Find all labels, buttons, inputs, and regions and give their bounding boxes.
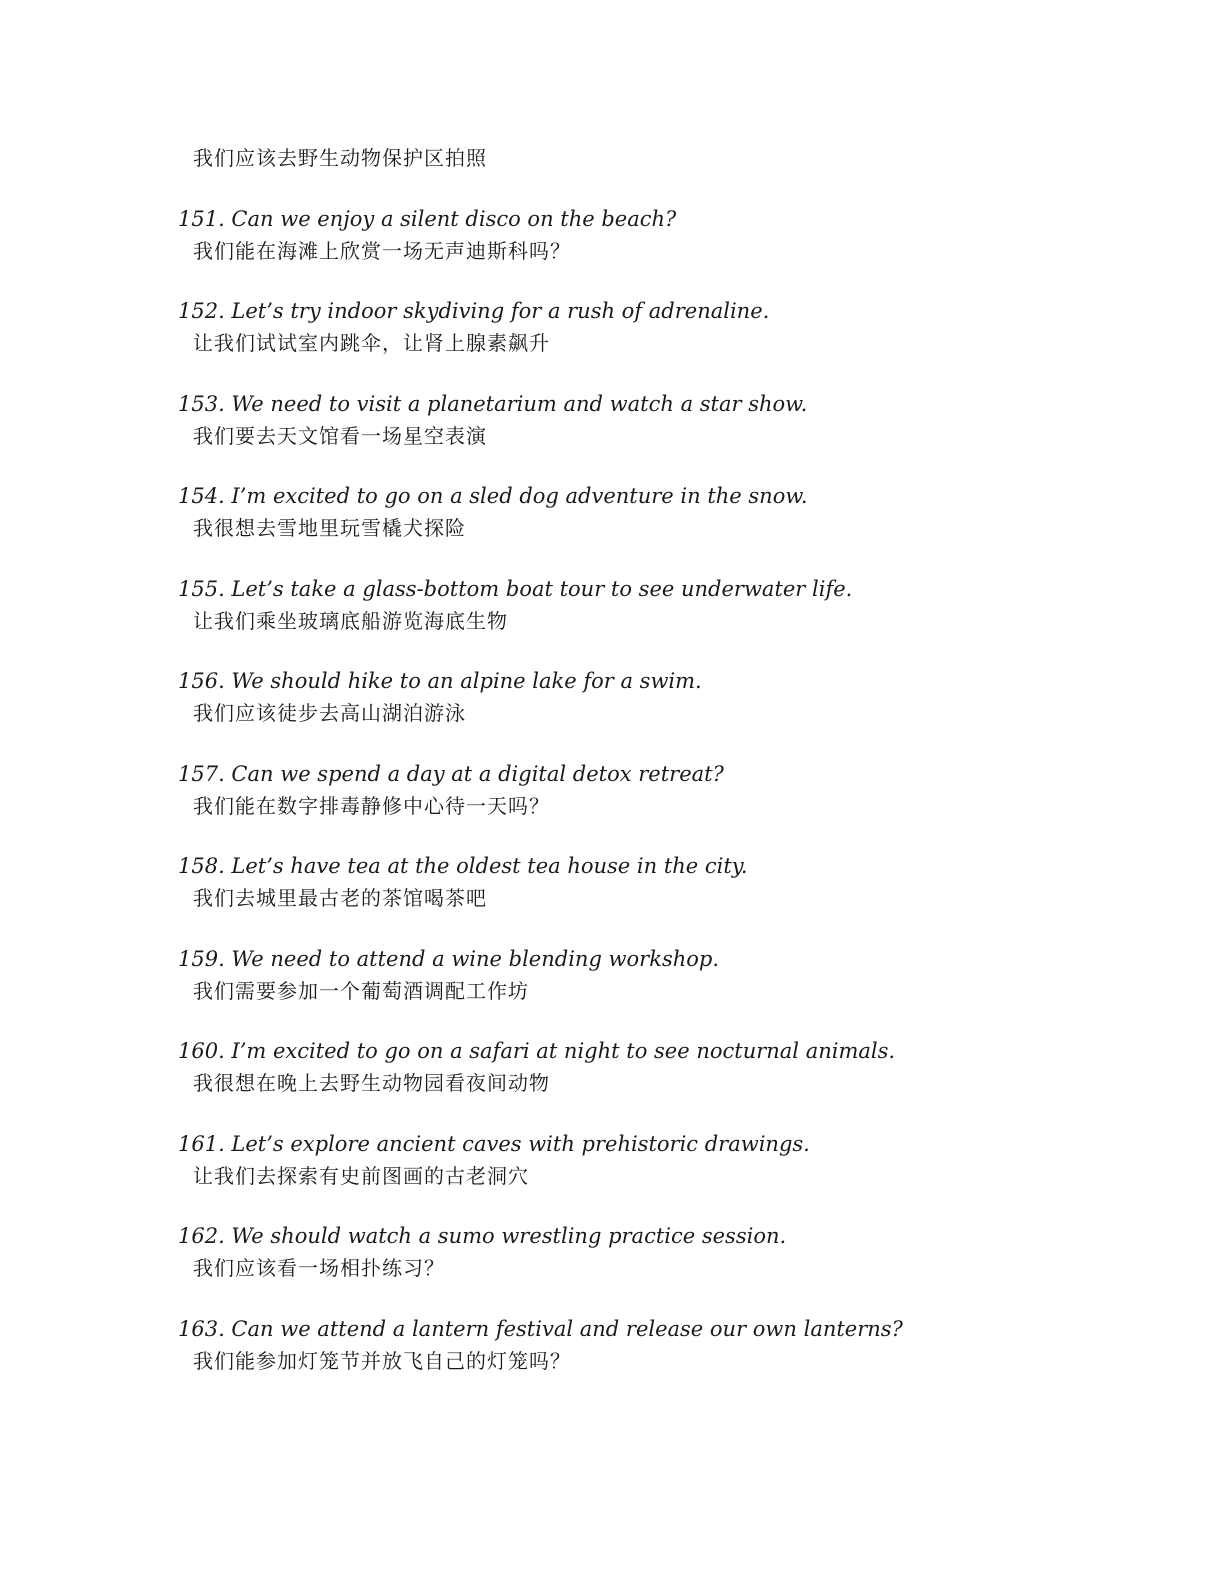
entry-153-chinese: 我们要去天文馆看一场星空表演: [193, 424, 487, 448]
entry-160-chinese: 我很想在晚上去野生动物园看夜间动物: [193, 1071, 550, 1095]
entry-156-english: 156. We should hike to an alpine lake for a swim.: [178, 669, 702, 693]
entry-151-chinese: 我们能在海滩上欣赏一场无声迪斯科吗？: [193, 239, 571, 263]
entry-154-chinese: 我很想去雪地里玩雪橇犬探险: [193, 516, 466, 540]
entry-152-chinese: 让我们试试室内跳伞，让肾上腺素飙升: [193, 331, 550, 355]
entry-163-chinese: 我们能参加灯笼节并放飞自己的灯笼吗？: [193, 1349, 571, 1373]
entry-152-english: 152. Let’s try indoor skydiving for a rush of adrenaline.: [178, 299, 770, 323]
entry-151-english: 151. Can we enjoy a silent disco on the beach?: [178, 207, 677, 231]
entry-160-english: 160. I’m excited to go on a safari at night to see nocturnal animals.: [178, 1039, 896, 1063]
entry-156-chinese: 我们应该徒步去高山湖泊游泳: [193, 701, 466, 725]
entry-163-english: 163. Can we attend a lantern festival and release our own lanterns?: [178, 1317, 903, 1341]
entry-162-english: 162. We should watch a sumo wrestling practice session.: [178, 1224, 787, 1248]
entry-161-english: 161. Let’s explore ancient caves with prehistoric drawings.: [178, 1132, 810, 1156]
entry-158-chinese: 我们去城里最古老的茶馆喝茶吧: [193, 886, 487, 910]
entry-161-chinese: 让我们去探索有史前图画的古老洞穴: [193, 1164, 529, 1188]
entry-159-english: 159. We need to attend a wine blending workshop.: [178, 947, 720, 971]
entry-155-chinese: 让我们乘坐玻璃底船游览海底生物: [193, 609, 508, 633]
entry-155-english: 155. Let’s take a glass-bottom boat tour to see underwater life.: [178, 577, 853, 601]
entry-162-chinese: 我们应该看一场相扑练习？: [193, 1256, 445, 1280]
entry-158-english: 158. Let’s have tea at the oldest tea house in the city.: [178, 854, 748, 878]
entry-153-english: 153. We need to visit a planetarium and watch a star show.: [178, 392, 808, 416]
entry-157-english: 157. Can we spend a day at a digital detox retreat?: [178, 762, 724, 786]
entry-154-english: 154. I’m excited to go on a sled dog adventure in the snow.: [178, 484, 808, 508]
entry-157-chinese: 我们能在数字排毒静修中心待一天吗？: [193, 794, 550, 818]
entry-159-chinese: 我们需要参加一个葡萄酒调配工作坊: [193, 979, 529, 1003]
lead-translation: 我们应该去野生动物保护区拍照: [193, 146, 487, 170]
